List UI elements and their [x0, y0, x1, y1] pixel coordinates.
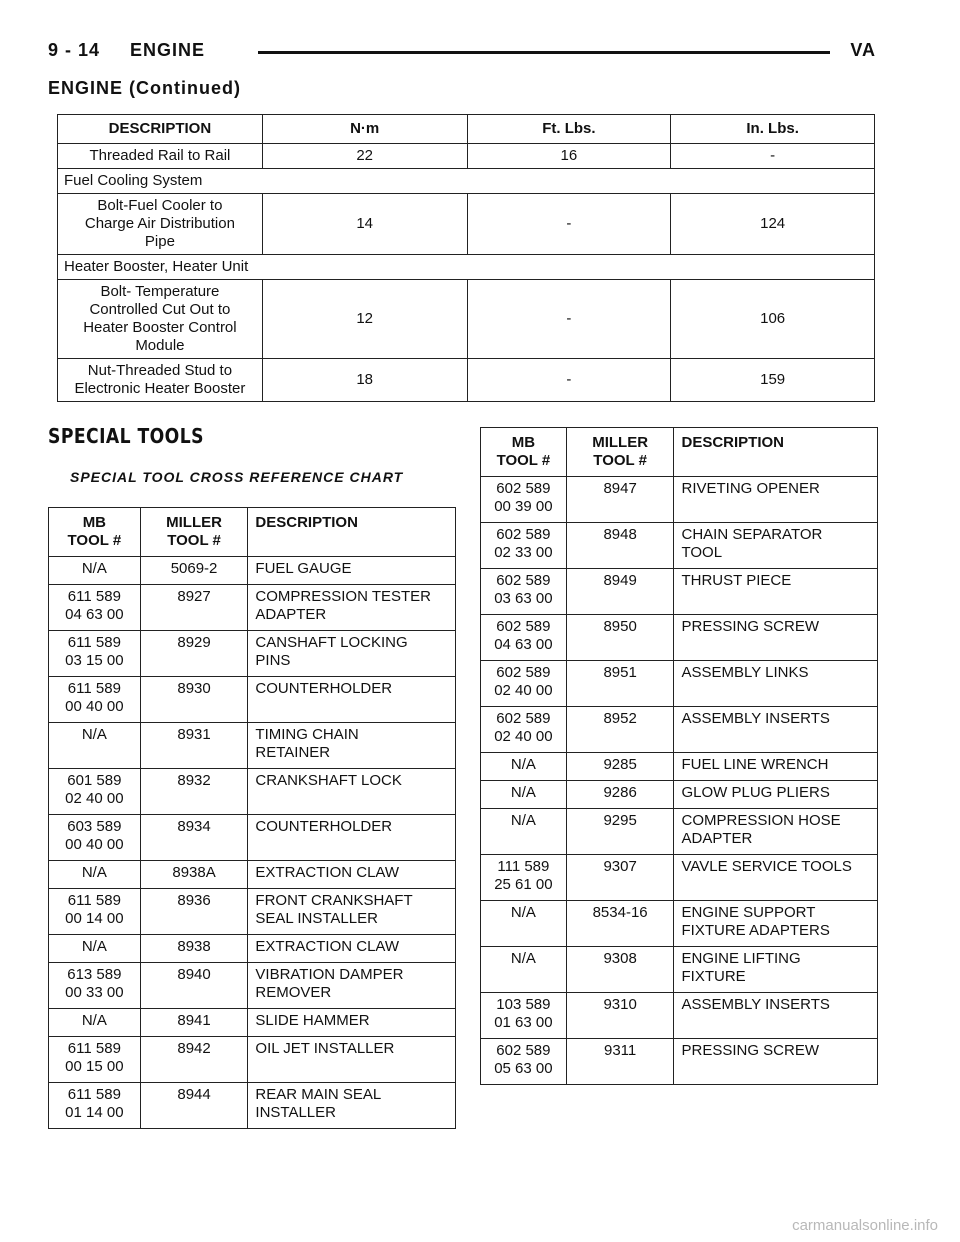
- tool-row: [49, 677, 456, 723]
- miller-tool-number: 5069-2: [140, 557, 248, 585]
- miller-tool-number: 8949: [566, 569, 674, 615]
- tool-row: [481, 901, 878, 947]
- tool-description: GLOW PLUG PLIERS: [674, 781, 878, 809]
- torque-ft-lbs: 16: [467, 144, 671, 169]
- miller-tool-number: 8950: [566, 615, 674, 661]
- tool-description: CANSHAFT LOCKING PINS: [248, 631, 456, 677]
- mb-tool-number: 602 589 02 40 00: [481, 707, 567, 753]
- mb-tool-number: 611 589 00 40 00: [49, 677, 141, 723]
- col-mb-tool: MB TOOL #: [49, 508, 141, 557]
- mb-tool-number: N/A: [481, 809, 567, 855]
- col-tool-description: DESCRIPTION: [248, 508, 456, 557]
- torque-description: Bolt- Temperature Controlled Cut Out to Heater Booster Control Module: [58, 280, 263, 359]
- torque-ft-lbs: -: [467, 359, 671, 402]
- torque-nm: 12: [262, 280, 467, 359]
- col-nm: N·m: [262, 115, 467, 144]
- torque-header-row: [58, 115, 875, 144]
- tool-row: [49, 1037, 456, 1083]
- torque-in-lbs: 106: [671, 280, 875, 359]
- col-tool-description: DESCRIPTION: [674, 428, 878, 477]
- torque-row: [58, 280, 875, 359]
- col-in-lbs: In. Lbs.: [671, 115, 875, 144]
- mb-tool-number: 611 589 04 63 00: [49, 585, 141, 631]
- miller-tool-number: 8942: [140, 1037, 248, 1083]
- header-rule: [258, 51, 830, 54]
- mb-tool-number: 602 589 02 40 00: [481, 661, 567, 707]
- tool-row: [481, 707, 878, 753]
- tool-row: [49, 1009, 456, 1037]
- torque-row: [58, 359, 875, 402]
- tools-table-left: [48, 507, 456, 1129]
- mb-tool-number: 611 589 01 14 00: [49, 1083, 141, 1129]
- miller-tool-number: 8951: [566, 661, 674, 707]
- tool-description: THRUST PIECE: [674, 569, 878, 615]
- tool-row: [481, 753, 878, 781]
- tool-description: PRESSING SCREW: [674, 1039, 878, 1085]
- miller-tool-number: 8952: [566, 707, 674, 753]
- tool-row: [49, 889, 456, 935]
- mb-tool-number: N/A: [481, 901, 567, 947]
- tool-row: [49, 557, 456, 585]
- mb-tool-number: 611 589 03 15 00: [49, 631, 141, 677]
- miller-tool-number: 9295: [566, 809, 674, 855]
- tool-description: COUNTERHOLDER: [248, 815, 456, 861]
- tool-description: ENGINE LIFTING FIXTURE: [674, 947, 878, 993]
- tool-row: [49, 585, 456, 631]
- mb-tool-number: 601 589 02 40 00: [49, 769, 141, 815]
- miller-tool-number: 8936: [140, 889, 248, 935]
- tool-description: EXTRACTION CLAW: [248, 935, 456, 963]
- tool-description: PRESSING SCREW: [674, 615, 878, 661]
- torque-group-row: [58, 255, 875, 280]
- tool-description: CHAIN SEPARATOR TOOL: [674, 523, 878, 569]
- mb-tool-number: N/A: [481, 781, 567, 809]
- miller-tool-number: 8944: [140, 1083, 248, 1129]
- continued-title: ENGINE (Continued): [48, 78, 241, 98]
- torque-description: Bolt-Fuel Cooler to Charge Air Distribution Pipe: [58, 194, 263, 255]
- torque-ft-lbs: -: [467, 280, 671, 359]
- col-mb-tool: MB TOOL #: [481, 428, 567, 477]
- tool-row: [49, 769, 456, 815]
- miller-tool-number: 9307: [566, 855, 674, 901]
- tool-description: COMPRESSION HOSE ADAPTER: [674, 809, 878, 855]
- miller-tool-number: 8931: [140, 723, 248, 769]
- tool-description: ENGINE SUPPORT FIXTURE ADAPTERS: [674, 901, 878, 947]
- tool-row: [481, 947, 878, 993]
- torque-in-lbs: 124: [671, 194, 875, 255]
- tool-description: ASSEMBLY INSERTS: [674, 993, 878, 1039]
- tool-description: ASSEMBLY LINKS: [674, 661, 878, 707]
- tool-row: [49, 861, 456, 889]
- col-ft-lbs: Ft. Lbs.: [467, 115, 671, 144]
- tool-description: ASSEMBLY INSERTS: [674, 707, 878, 753]
- mb-tool-number: 602 589 00 39 00: [481, 477, 567, 523]
- miller-tool-number: 8938: [140, 935, 248, 963]
- page-header: [48, 40, 876, 76]
- miller-tool-number: 8947: [566, 477, 674, 523]
- tool-description: CRANKSHAFT LOCK: [248, 769, 456, 815]
- tool-description: VIBRATION DAMPER REMOVER: [248, 963, 456, 1009]
- tool-description: RIVETING OPENER: [674, 477, 878, 523]
- torque-table: [57, 114, 875, 402]
- tool-row: [481, 477, 878, 523]
- tool-row: [49, 935, 456, 963]
- tools-header-row: [49, 508, 456, 557]
- tool-row: [481, 781, 878, 809]
- miller-tool-number: 9310: [566, 993, 674, 1039]
- mb-tool-number: 111 589 25 61 00: [481, 855, 567, 901]
- tool-row: [481, 1039, 878, 1085]
- watermark: carmanualsonline.info: [792, 1217, 938, 1234]
- group-label: Fuel Cooling System: [58, 169, 875, 194]
- tool-row: [49, 815, 456, 861]
- miller-tool-number: 8534-16: [566, 901, 674, 947]
- special-tools-title: SPECIAL TOOLS: [48, 424, 204, 448]
- mb-tool-number: N/A: [481, 753, 567, 781]
- torque-group-row: [58, 169, 875, 194]
- col-miller-tool: MILLER TOOL #: [566, 428, 674, 477]
- miller-tool-number: 9286: [566, 781, 674, 809]
- mb-tool-number: N/A: [49, 557, 141, 585]
- tool-description: FRONT CRANKSHAFT SEAL INSTALLER: [248, 889, 456, 935]
- miller-tool-number: 9308: [566, 947, 674, 993]
- torque-in-lbs: -: [671, 144, 875, 169]
- mb-tool-number: N/A: [481, 947, 567, 993]
- mb-tool-number: N/A: [49, 1009, 141, 1037]
- mb-tool-number: 602 589 02 33 00: [481, 523, 567, 569]
- miller-tool-number: 8941: [140, 1009, 248, 1037]
- torque-row: [58, 194, 875, 255]
- mb-tool-number: 602 589 05 63 00: [481, 1039, 567, 1085]
- miller-tool-number: 8927: [140, 585, 248, 631]
- miller-tool-number: 8932: [140, 769, 248, 815]
- miller-tool-number: 8938A: [140, 861, 248, 889]
- mb-tool-number: 602 589 04 63 00: [481, 615, 567, 661]
- mb-tool-number: N/A: [49, 861, 141, 889]
- tool-row: [481, 809, 878, 855]
- tool-row: [49, 963, 456, 1009]
- miller-tool-number: 8940: [140, 963, 248, 1009]
- torque-nm: 22: [262, 144, 467, 169]
- tool-row: [49, 1083, 456, 1129]
- mb-tool-number: 613 589 00 33 00: [49, 963, 141, 1009]
- col-description: DESCRIPTION: [58, 115, 263, 144]
- tool-description: REAR MAIN SEAL INSTALLER: [248, 1083, 456, 1129]
- mb-tool-number: 603 589 00 40 00: [49, 815, 141, 861]
- tool-row: [49, 723, 456, 769]
- torque-in-lbs: 159: [671, 359, 875, 402]
- miller-tool-number: 9285: [566, 753, 674, 781]
- tool-row: [49, 631, 456, 677]
- torque-nm: 14: [262, 194, 467, 255]
- tool-description: OIL JET INSTALLER: [248, 1037, 456, 1083]
- mb-tool-number: N/A: [49, 723, 141, 769]
- torque-nm: 18: [262, 359, 467, 402]
- torque-ft-lbs: -: [467, 194, 671, 255]
- col-miller-tool: MILLER TOOL #: [140, 508, 248, 557]
- tools-header-row: [481, 428, 878, 477]
- torque-description: Nut-Threaded Stud to Electronic Heater Booster: [58, 359, 263, 402]
- mb-tool-number: N/A: [49, 935, 141, 963]
- tool-description: VAVLE SERVICE TOOLS: [674, 855, 878, 901]
- tool-description: EXTRACTION CLAW: [248, 861, 456, 889]
- tools-table-right: [480, 427, 878, 1085]
- miller-tool-number: 8934: [140, 815, 248, 861]
- section-title: ENGINE: [130, 40, 206, 60]
- torque-row: [58, 144, 875, 169]
- tool-description: FUEL LINE WRENCH: [674, 753, 878, 781]
- tool-description: FUEL GAUGE: [248, 557, 456, 585]
- vehicle-code: VA: [850, 40, 876, 60]
- tool-row: [481, 615, 878, 661]
- cross-reference-chart-title: SPECIAL TOOL CROSS REFERENCE CHART: [70, 469, 404, 485]
- torque-description: Threaded Rail to Rail: [58, 144, 263, 169]
- tool-description: COMPRESSION TESTER ADAPTER: [248, 585, 456, 631]
- group-label: Heater Booster, Heater Unit: [58, 255, 875, 280]
- tool-description: SLIDE HAMMER: [248, 1009, 456, 1037]
- tool-row: [481, 569, 878, 615]
- page-number: 9 - 14: [48, 40, 101, 60]
- miller-tool-number: 8948: [566, 523, 674, 569]
- tool-row: [481, 661, 878, 707]
- miller-tool-number: 8929: [140, 631, 248, 677]
- mb-tool-number: 611 589 00 15 00: [49, 1037, 141, 1083]
- tool-description: COUNTERHOLDER: [248, 677, 456, 723]
- mb-tool-number: 602 589 03 63 00: [481, 569, 567, 615]
- tool-row: [481, 855, 878, 901]
- miller-tool-number: 8930: [140, 677, 248, 723]
- mb-tool-number: 103 589 01 63 00: [481, 993, 567, 1039]
- tool-row: [481, 993, 878, 1039]
- tool-row: [481, 523, 878, 569]
- miller-tool-number: 9311: [566, 1039, 674, 1085]
- mb-tool-number: 611 589 00 14 00: [49, 889, 141, 935]
- tool-description: TIMING CHAIN RETAINER: [248, 723, 456, 769]
